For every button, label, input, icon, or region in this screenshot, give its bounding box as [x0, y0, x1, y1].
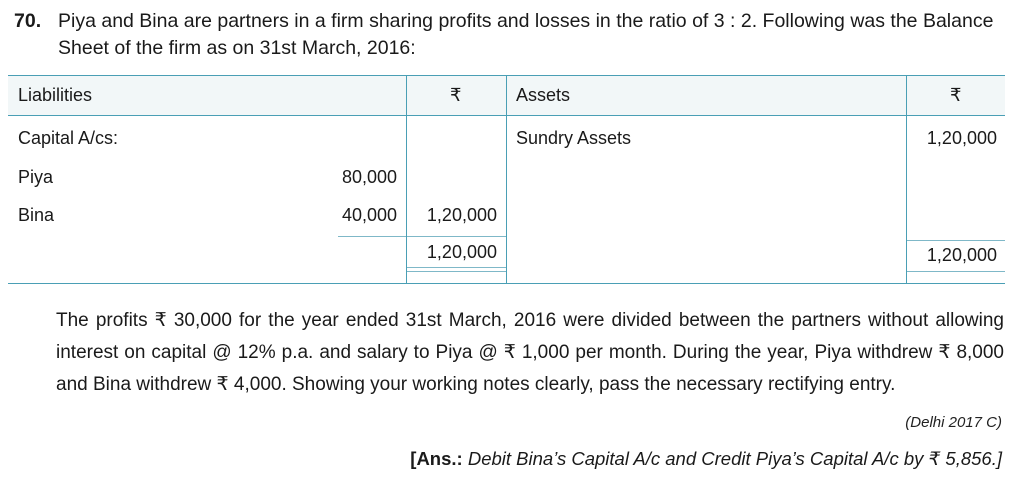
piya-label: Piya [18, 167, 54, 187]
subtotal-rule [338, 236, 406, 237]
capital-total-rule [406, 236, 506, 237]
col-divider-2 [506, 75, 507, 283]
answer-line [410, 448, 1002, 470]
assets-total-rule [906, 240, 1005, 241]
header-liabilities: Liabilities [18, 85, 93, 105]
answer-prefix: [Ans.: [410, 448, 463, 469]
question-number: 70. [14, 10, 42, 32]
header-rupee-left: ₹ [450, 85, 462, 105]
question-paragraph: The profits ₹ 30,000 for the year ended 31st March, 2016 were divided between the partners without allowing interest on capital @ 12% p.a. and salary to Piya @ ₹ 1,000 per month. During the year, Piya withdrew ₹ 8,000 and Bina withdrew ₹ 4,000. Showing your working notes clearly, pass the necessary rectifying entry. [56, 310, 1004, 395]
sundry-assets-label: Sundry Assets [516, 128, 632, 148]
table-bottom-rule [8, 283, 1005, 284]
capital-accounts-label: Capital A/cs: [18, 128, 119, 148]
header-assets: Assets [516, 85, 571, 105]
source-reference: (Delhi 2017 C) [905, 414, 1002, 431]
liabilities-total-underline-2 [406, 271, 506, 272]
bina-label: Bina [18, 205, 55, 225]
question-heading [14, 8, 1014, 62]
bina-capital-amount: 40,000 [341, 205, 397, 225]
sundry-assets-amount: 1,20,000 [926, 128, 997, 148]
capital-total-amount: 1,20,000 [426, 205, 497, 225]
answer-text: Debit Bina’s Capital A/c and Credit Piya’s Capital A/c by ₹ 5,856.] [467, 448, 1002, 469]
question-text-line1: Piya and Bina are partners in a firm sharing profits and losses in the ratio of 3 : 2. Following was the Balance [58, 10, 994, 32]
balance-sheet-table [8, 75, 1005, 285]
piya-capital-amount: 80,000 [341, 167, 397, 187]
liabilities-total-underline-1 [406, 267, 506, 268]
header-rupee-right: ₹ [950, 85, 962, 105]
question-text-line2: Sheet of the firm as on 31st March, 2016: [58, 37, 416, 59]
col-divider-3 [906, 75, 907, 283]
assets-total: 1,20,000 [926, 245, 997, 265]
assets-total-underline [906, 271, 1005, 272]
liabilities-total: 1,20,000 [426, 242, 497, 262]
question-body [56, 305, 1004, 401]
col-divider-1 [406, 75, 407, 283]
